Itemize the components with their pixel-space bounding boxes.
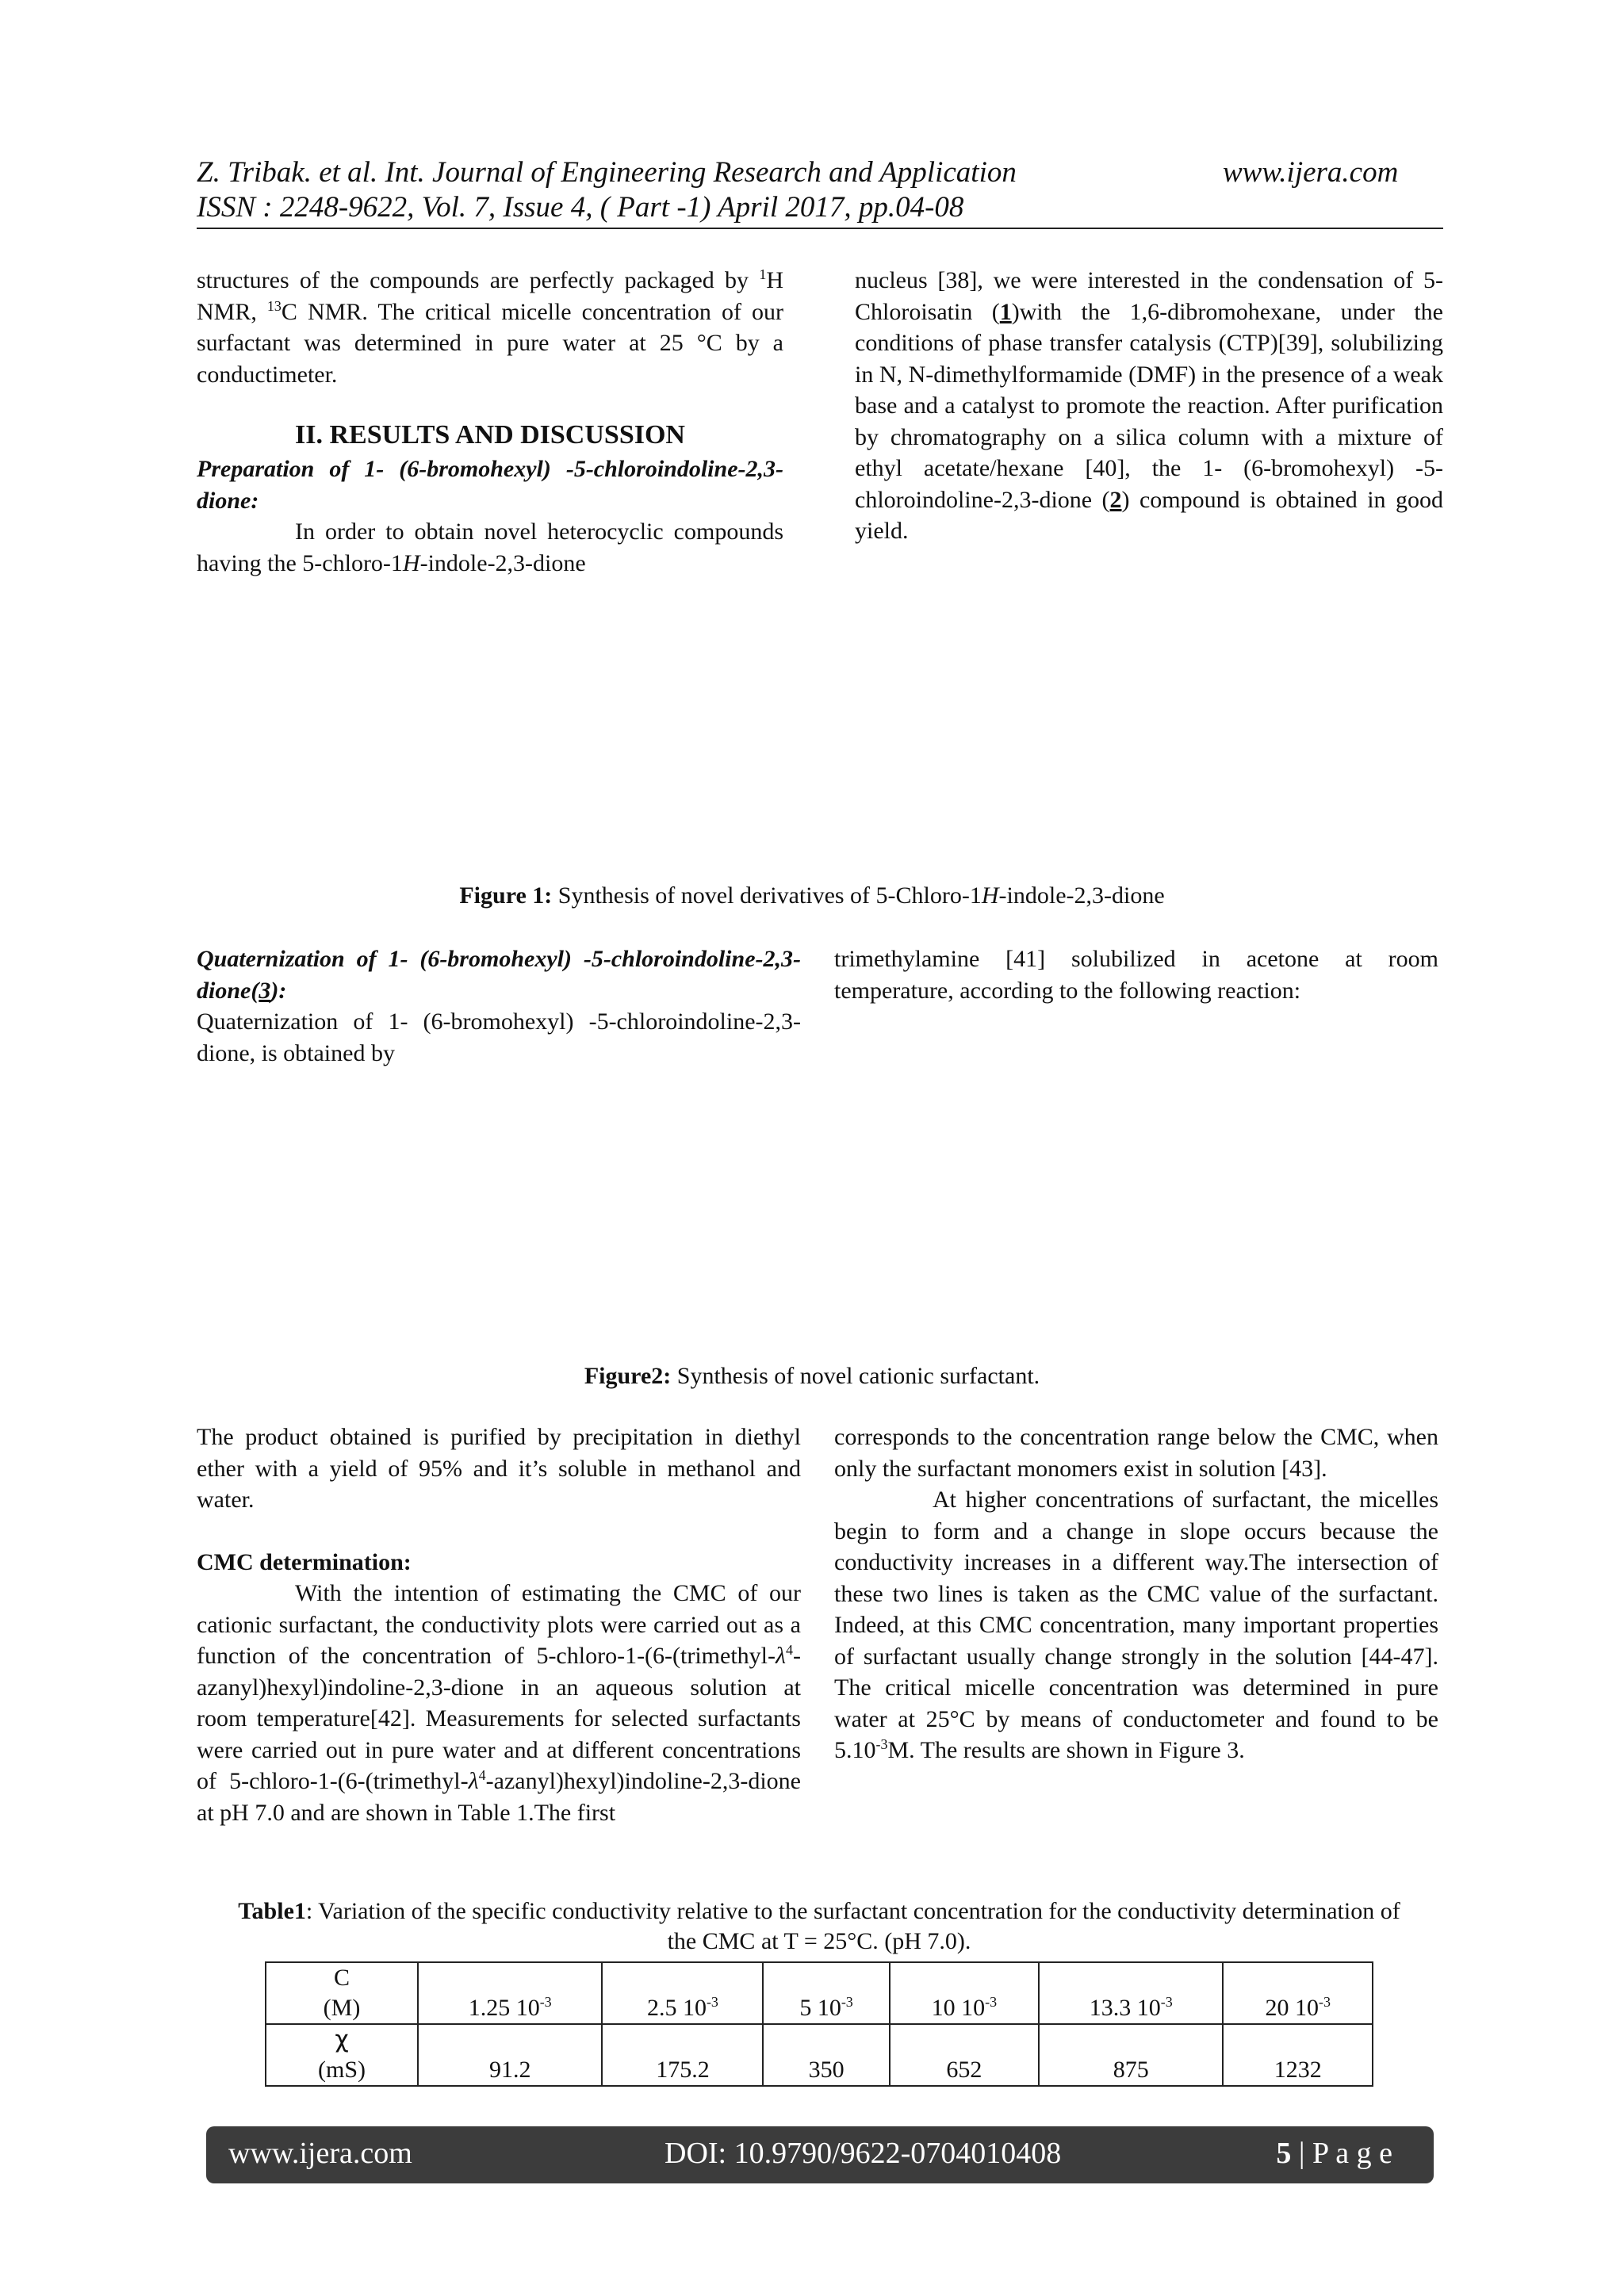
- journal-citation: Z. Tribak. et al. Int. Journal of Engineering Research and Application: [197, 156, 1017, 189]
- paragraph-cmc-method: With the intention of estimating the CMC of our cationic surfactant, the conductivity plots were carried out as a function of the concentration of $5-chloro-1-(6-(trimethyl-\lambda^4-azanyl)hexyl)indoline-2,3$-dione in an aqueous solution at room temperature[42]. Measurements for selected surfactants were carried out in pure water and at different concentrations of $5-chloro-1-(6-(trimethyl-\lambda^4-azanyl)hexyl)indoline-2,3$-dione at pH 7.0 and are shown in Table 1.The first: [197, 1580, 801, 1826]
- paragraph-product: The product obtained is purified by precipitation in diethyl ether with a yield of 95% and it’s soluble in methanol and water.: [197, 1424, 801, 1513]
- table-cell: 5 $10^{-3}$: [763, 1962, 889, 2024]
- paragraph-quaternization: Quaternization of 1- (6-bromohexyl) -5-chloroindoline-2,3-dione, is obtained by: [197, 1008, 801, 1066]
- conductivity-table: [265, 1961, 1373, 2087]
- page-footer: [206, 2126, 1434, 2183]
- heading-cmc-determination: CMC determination:: [197, 1548, 412, 1575]
- table1-caption: Table1: Variation of the specific conductivity relative to the surfactant concentration for the conductivity determination of the CMC at T = 25°C. (pH 7.0).: [238, 1898, 1400, 1954]
- section2-left-column: [197, 943, 801, 1069]
- table-cell: 1232: [1223, 2024, 1373, 2086]
- paragraph-trimethylamine: trimethylamine [41] solubilized in acetone at room temperature, according to the following reaction:: [834, 946, 1438, 1004]
- journal-website: www.ijera.com: [1223, 156, 1399, 189]
- table-row-header: χ (mS): [266, 2024, 418, 2086]
- footer-doi: DOI: 10.9790/9622-0704010408: [665, 2137, 1062, 2170]
- section3-right-column: [834, 1422, 1438, 1766]
- section-heading-results: II. RESULTS AND DISCUSSION: [295, 420, 685, 450]
- compound-ref-2: 2: [1109, 486, 1122, 513]
- table-cell: 350: [763, 2024, 889, 2086]
- figure2-caption: Figure2: Synthesis of novel cationic surfactant.: [584, 1363, 1040, 1389]
- footer-website: www.ijera.com: [228, 2137, 412, 2170]
- paragraph-micelles: At higher concentrations of surfactant, the micelles begin to form and a change in slope occurs because the conductivity increases in a different way.The intersection of these two lines is taken as the CMC value of the surfactant. Indeed, at this CMC concentration, many important properties of surfactant usually change strongly in the solution [44-47]. The critical micelle concentration was determined in pure water at 25°C by means of conductometer and found to be $5.10^{-3}M$. The results are shown in Figure 3.: [834, 1487, 1438, 1763]
- table-cell: 2.5 $10^{-3}$: [602, 1962, 763, 2024]
- header-rule: [197, 228, 1443, 229]
- paragraph-preparation: In order to obtain novel heterocyclic compounds having the 5-chloro-1H-indole-2,3-dione: [197, 519, 783, 576]
- table-cell: 1.25 $10^{-3}$: [418, 1962, 602, 2024]
- table-cell: 91.2: [418, 2024, 602, 2086]
- table-cell: 13.3 $10^{-3}$: [1039, 1962, 1223, 2024]
- journal-issn: ISSN : 2248-9622, Vol. 7, Issue 4, ( Part -1) April 2017, pp.04-08: [197, 191, 964, 224]
- section1-left-column: [197, 265, 783, 579]
- footer-page-number: 5 | P a g e: [1276, 2137, 1392, 2170]
- table-cell: 875: [1039, 2024, 1223, 2086]
- paragraph-nmr: structures of the compounds are perfectly packaged by $^1$H NMR, $^{13}$C NMR. The critical micelle concentration of our surfactant was determined in pure water at 25 °C by a conductimeter.: [197, 266, 783, 388]
- section3-left-column: [197, 1422, 801, 1828]
- table-cell: 652: [890, 2024, 1039, 2086]
- paragraph-condensation: nucleus [38], we were interested in the condensation of 5-Chloroisatin (1)with the 1,6-dibromohexane, under the conditions of phase transfer catalysis (CTP)[39], solubilizing in N, N-dimethylformamide (DMF) in the presence of a weak base and a catalyst to promote the reaction. After purification by chromatography on a silica column with a mixture of ethyl acetate/hexane [40], the 1- (6-bromohexyl) -5-chloroindoline-2,3-dione (2) compound is obtained in good yield.: [855, 267, 1443, 544]
- compound-ref-1: 1: [999, 298, 1012, 325]
- paragraph-monomers: corresponds to the concentration range below the CMC, when only the surfactant monomers exist in solution [43].: [834, 1424, 1438, 1482]
- subheading-preparation: Preparation of 1- (6-bromohexyl) -5-chloroindoline-2,3-dione:: [197, 456, 783, 514]
- table-row-header: C (M): [266, 1962, 418, 2024]
- table-cell: 175.2: [602, 2024, 763, 2086]
- figure1-caption: Figure 1: Synthesis of novel derivatives of 5-Chloro-1H-indole-2,3-dione: [459, 882, 1165, 909]
- section1-right-column: [855, 265, 1443, 547]
- table-cell: 10 $10^{-3}$: [890, 1962, 1039, 2024]
- table-row-concentration: [266, 1962, 1373, 2024]
- table-cell: 20 $10^{-3}$: [1223, 1962, 1373, 2024]
- section2-right-column: [834, 943, 1438, 1006]
- subheading-quaternization: Quaternization of 1- (6-bromohexyl) -5-chloroindoline-2,3-dione(3):: [197, 946, 801, 1004]
- table-row-conductivity: [266, 2024, 1373, 2086]
